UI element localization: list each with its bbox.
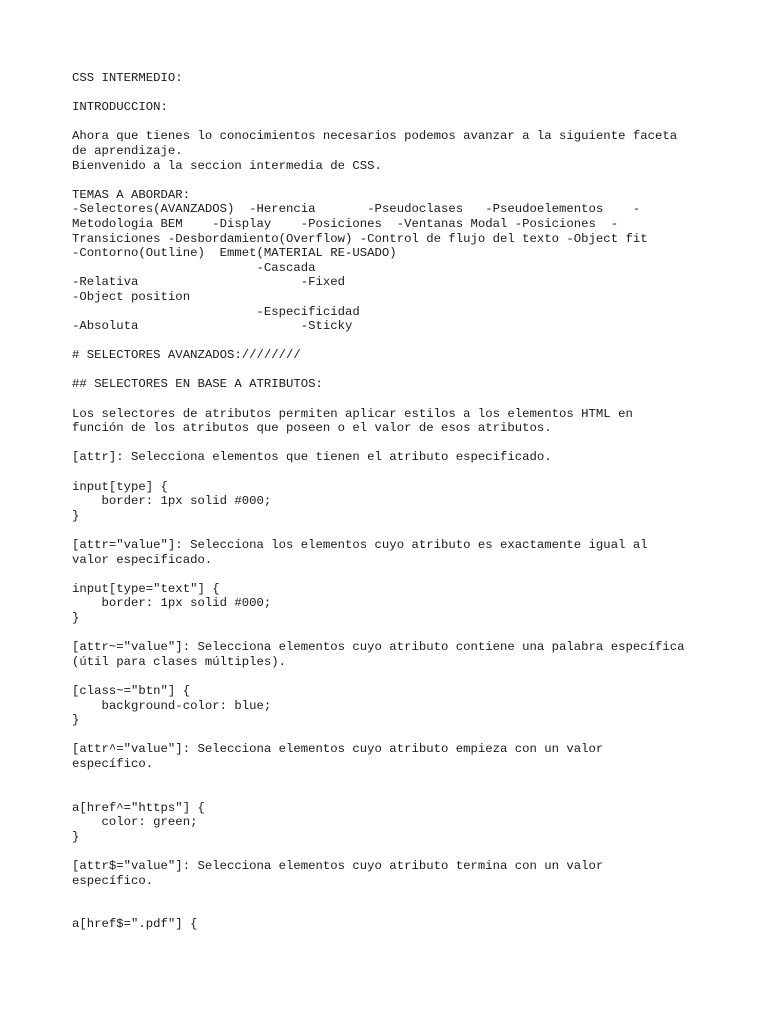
text-line <box>72 86 732 101</box>
text-line: -Selectores(AVANZADOS) -Herencia -Pseudoclases -Pseudoelementos - <box>72 202 641 217</box>
text-line: [class~="btn"] { <box>72 683 191 698</box>
text-line: [attr$="value"]: Selecciona elementos cuyo atributo termina con un valor <box>72 859 604 874</box>
text-line: específico. <box>72 756 154 771</box>
text-line <box>72 626 732 641</box>
text-line <box>72 363 732 378</box>
text-line: Transiciones -Desbordamiento(Overflow) -Control de flujo del texto -Object fit <box>72 231 648 246</box>
text-line: específico. <box>72 873 154 888</box>
text-line: background-color: blue; <box>72 698 272 713</box>
text-line: Bienvenido a la seccion intermedia de CSS. <box>72 158 382 173</box>
text-line: (útil para clases múltiples). <box>72 654 287 669</box>
text-line: valor especificado. <box>72 552 213 567</box>
text-line: color: green; <box>72 815 198 830</box>
text-line <box>72 888 732 903</box>
text-line: } <box>72 610 80 625</box>
text-line: a[href^="https"] { <box>72 800 205 815</box>
text-line: TEMAS A ABORDAR: <box>72 187 191 202</box>
text-line: } <box>72 508 80 523</box>
text-line: input[type="text"] { <box>72 581 220 596</box>
text-line: -Contorno(Outline) Emmet(MATERIAL RE-USADO) <box>72 246 397 261</box>
text-line <box>72 772 732 787</box>
text-line <box>72 392 732 407</box>
text-line <box>72 786 732 801</box>
text-line: -Cascada <box>72 260 316 275</box>
text-line: Metodologia BEM -Display -Posiciones -Ventanas Modal -Posiciones - <box>72 216 619 231</box>
text-line: # SELECTORES AVANZADOS://////// <box>72 348 301 363</box>
text-line: [attr="value"]: Selecciona los elementos cuyo atributo es exactamente igual al <box>72 538 648 552</box>
text-line: -Object position <box>72 289 191 304</box>
text-line <box>72 669 732 684</box>
text-line: [attr]: Selecciona elementos que tienen el atributo especificado. <box>72 450 552 465</box>
text-line: border: 1px solid #000; <box>72 494 272 509</box>
text-line: } <box>72 829 80 844</box>
text-line: } <box>72 713 80 728</box>
text-line <box>72 436 732 451</box>
text-line <box>72 903 732 918</box>
text-line <box>72 115 732 130</box>
text-line: a[href$=".pdf"] { <box>72 917 198 932</box>
text-line: [attr~="value"]: Selecciona elementos cuyo atributo contiene una palabra específica <box>72 640 685 655</box>
text-line: función de los atributos que poseen o el valor de esos atributos. <box>72 421 552 436</box>
document-body <box>72 71 732 932</box>
text-line: Ahora que tienes lo conocimientos necesarios podemos avanzar a la siguiente faceta <box>72 129 678 144</box>
text-line: -Relativa -Fixed <box>72 275 346 290</box>
text-line: [attr^="value"]: Selecciona elementos cuyo atributo empieza con un valor <box>72 742 604 757</box>
text-line: -Absoluta -Sticky <box>72 319 353 334</box>
text-line: -Especificidad <box>72 304 360 319</box>
text-line <box>72 567 732 582</box>
text-line <box>72 465 732 480</box>
text-line: de aprendizaje. <box>72 143 183 158</box>
text-line: Los selectores de atributos permiten aplicar estilos a los elementos HTML en <box>72 406 633 421</box>
text-line <box>72 523 732 538</box>
text-line: input[type] { <box>72 479 168 494</box>
text-line <box>72 334 732 349</box>
text-line: border: 1px solid #000; <box>72 596 272 611</box>
text-line <box>72 173 732 188</box>
text-line: ## SELECTORES EN BASE A ATRIBUTOS: <box>72 377 323 392</box>
text-line <box>72 844 732 859</box>
text-line <box>72 728 732 743</box>
text-line: CSS INTERMEDIO: <box>72 71 183 85</box>
text-line: INTRODUCCION: <box>72 100 168 115</box>
